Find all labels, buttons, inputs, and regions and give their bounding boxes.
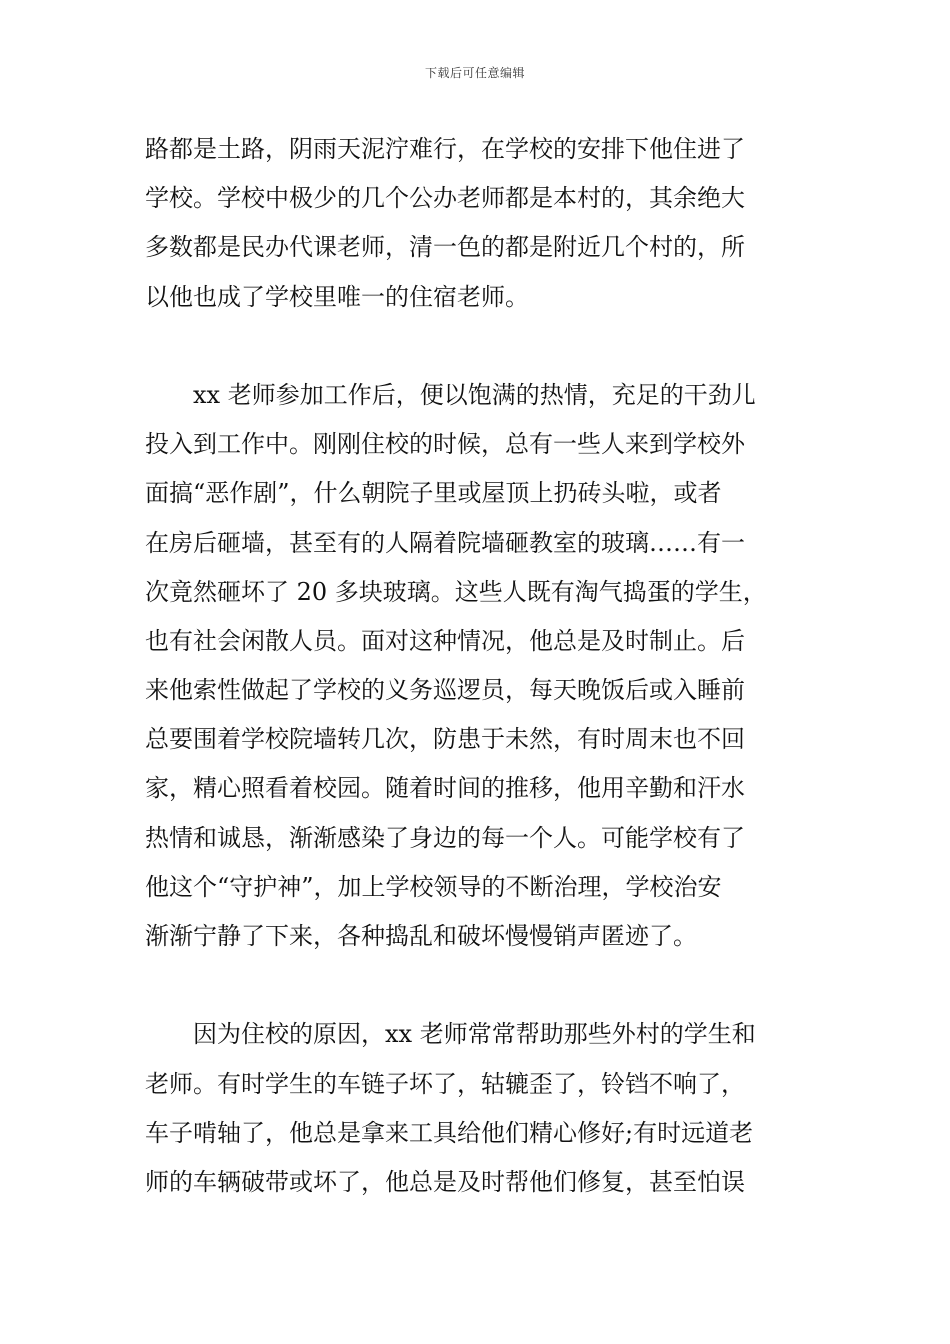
text-line: xx 老师参加工作后，便以饱满的热情，充足的干劲儿 <box>193 380 756 409</box>
page-header: 下载后可任意编辑 <box>424 66 525 80</box>
text-line: 面搞“恶作剧”，什么朝院子里或屋顶上扔砖头啦，或者 <box>145 479 722 508</box>
text-line: 渐渐宁静了下来，各种捣乱和破坏慢慢销声匿迹了。 <box>145 922 697 950</box>
text-line: 热情和诚恳，渐渐感染了身边的每一个人。可能学校有了 <box>145 823 745 852</box>
text-line: 车子啃轴了，他总是拿来工具给他们精心修好;有时远道老 <box>145 1118 754 1147</box>
text-line: 师的车辆破带或坏了，他总是及时帮他们修复，甚至怕误 <box>145 1167 745 1196</box>
text-line: 路都是土路，阴雨天泥泞难行，在学校的安排下他住进了 <box>145 135 745 163</box>
paragraph-3 <box>145 1010 807 1207</box>
paragraph-1 <box>145 125 807 322</box>
text-line: 多数都是民办代课老师，清一色的都是附近几个村的，所 <box>145 233 745 262</box>
text-line: 总要围着学校院墙转几次，防患于未然，有时周末也不回 <box>145 725 745 754</box>
text-line: 学校。学校中极少的几个公办老师都是本村的，其余绝大 <box>145 184 745 213</box>
text-line: 老师。有时学生的车链子坏了，轱辘歪了，铃铛不响了， <box>145 1069 745 1098</box>
text-line: 投入到工作中。刚刚住校的时候，总有一些人来到学校外 <box>145 430 745 459</box>
text-line: 在房后砸墙，甚至有的人隔着院墙砸教室的玻璃……有一 <box>145 528 745 557</box>
text-line: 次竟然砸坏了 20 多块玻璃。这些人既有淘气捣蛋的学生， <box>145 577 767 606</box>
text-line: 以他也成了学校里唯一的住宿老师。 <box>145 282 529 311</box>
paragraph-gap <box>145 322 807 371</box>
text-line: 家，精心照看着校园。随着时间的推移，他用辛勤和汗水 <box>145 774 745 803</box>
text-line: 来他索性做起了学校的义务巡逻员，每天晚饭后或入睡前 <box>145 676 745 705</box>
document-body <box>145 125 807 1207</box>
text-line: 也有社会闲散人员。面对这种情况，他总是及时制止。后 <box>145 626 745 655</box>
text-line: 因为住校的原因，xx 老师常常帮助那些外村的学生和 <box>193 1020 756 1049</box>
paragraph-2 <box>145 371 807 961</box>
paragraph-gap <box>145 961 807 1010</box>
text-line: 他这个“守护神”，加上学校领导的不断治理，学校治安 <box>145 872 722 901</box>
